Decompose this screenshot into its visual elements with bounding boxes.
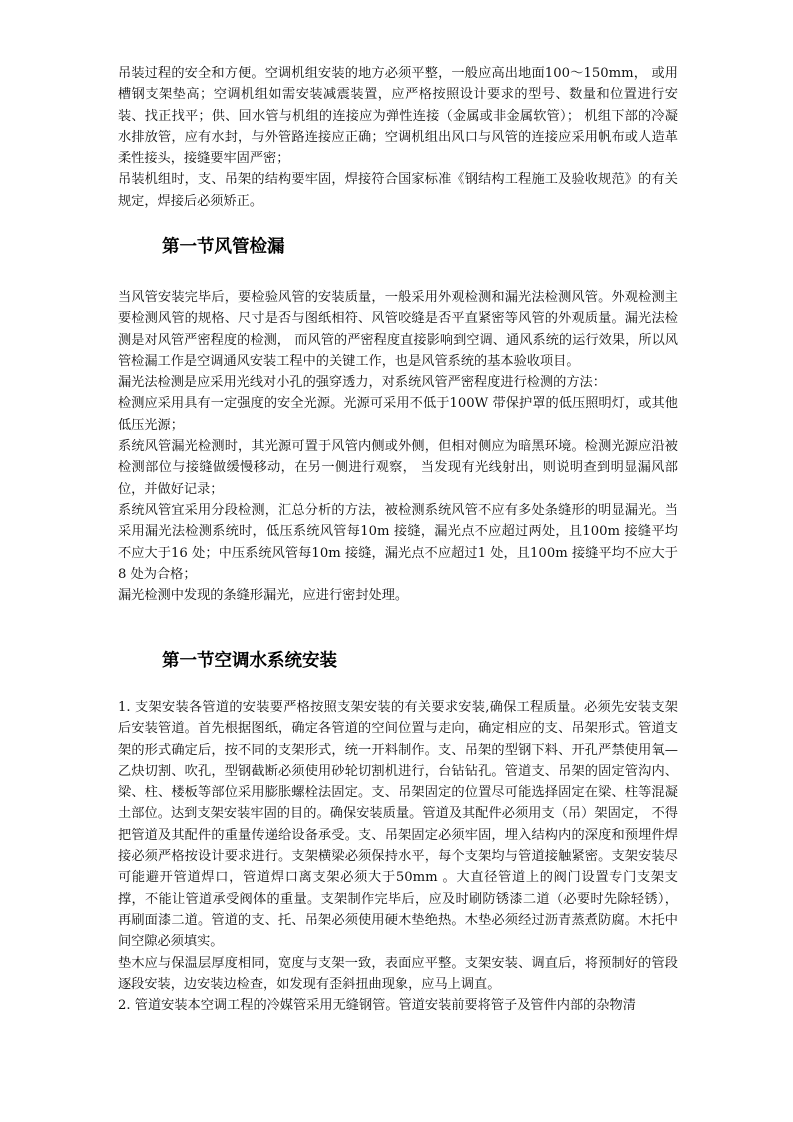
paragraph-detection-procedure: 系统风管漏光检测时，其光源可置于风管内侧或外侧，但相对侧应为暗黑环境。检测光源应沿被检测部位与接缝做缓慢移动，在另一侧进行观察， 当发现有光线射出，则说明查到明显漏风部位，并做好记录； — [118, 439, 678, 497]
duct-leak-section — [118, 287, 678, 606]
paragraph-support-installation: 1. 支架安装各管道的安装要严格按照支架安装的有关要求安装,确保工程质量。必须先安装支架后安装管道。首先根据图纸，确定各管道的空间位置与走向，确定相应的支、吊架形式。管道支架的形式确定后，按不同的支架形式，统一开料制作。支、吊架的型钢下料、开孔严禁使用氧—乙炔切割、吹孔，型钢截断必须使用砂轮切割机进行，台钻钻孔。管道支、吊架的固定管沟内、梁、柱、楼板等部位采用膨胀螺栓法固定。支、吊架固定的位置尽可能选择固定在梁、柱等混凝土部位。达到支架安装牢固的目的。确保安装质量。管道及其配件必须用支（吊）架固定， 不得把管道及其配件的重量传递给设备承受。支、吊架固定必须牢固，埋入结构内的深度和预埋件焊接必须严格按设计要求进行。支架横梁必须保持水平，每个支架均与管道接触紧密。支架安装尽可能避开管道焊口，管道焊口离支架必须大于50mm 。大直径管道上的阀门设置专门支架支撑，不能让管道承受阀体的重量。支架制作完毕后，应及时刷防锈漆二道（必要时先除轻锈），再刷面漆二道。管道的支、托、吊架必须使用硬木垫绝热。木垫必须经过沥青蒸煮防腐。木托中间空隙必须填实。 — [118, 700, 678, 950]
paragraph-light-method: 漏光法检测是应采用光线对小孔的强穿透力，对系统风管严密程度进行检测的方法： — [118, 375, 606, 391]
paragraph-quality-inspection: 当风管安装完毕后，要检验风管的安装质量，一般采用外观检测和漏光法检测风管。外观检测主要检测风管的规格、尺寸是否与图纸相符、风管咬缝是否平直紧密等风管的外观质量。漏光法检测是对风管严密程度的检测， 而风管的严密程度直接影响到空调、通风系统的运行效果，所以风管检漏工作是空调通风安装工程中的关键工作，也是风管系统的基本验收项目。 — [118, 290, 678, 369]
paragraph-hoisting: 吊装机组时，支、吊架的结构要牢固，焊接符合国家标准《钢结构工程施工及验收规范》的有关规定，焊接后必须矫正。 — [118, 172, 678, 209]
paragraph-sealing: 漏光检测中发现的条缝形漏光，应进行密封处理。 — [118, 588, 409, 604]
paragraph-wood-pads: 垫木应与保温层厚度相同，宽度与支架一致，表面应平整。支架安装、调直后，将预制好的管段逐段安装，边安装边检查，如发现有歪斜扭曲现象，应马上调直。 — [118, 955, 678, 992]
paragraph-acceptance-criteria: 系统风管宜采用分段检测，汇总分析的方法，被检测系统风管不应有多处条缝形的明显漏光。当采用漏光法检测系统时，低压系统风管每10m 接缝，漏光点不应超过两处，且100m 接缝平均不应大于16 处；中压系统风管每10m 接缝，漏光点不应超过1 处，且100m 接缝平均不应大于8 处为合格； — [118, 502, 678, 582]
heading-duct-leak-detection: 第一节风管检漏 — [162, 237, 285, 257]
paragraph-light-source: 检测应采用具有一定强度的安全光源。光源可采用不低于100W 带保护罩的低压照明灯，或其他低压光源； — [118, 396, 678, 433]
paragraph-pipe-installation: 2. 管道安装本空调工程的冷媒管采用无缝钢管。管道安装前要将管子及管件内部的杂物清 — [118, 998, 636, 1014]
intro-section — [118, 63, 678, 212]
heading-water-system-installation: 第一节空调水系统安装 — [162, 651, 337, 671]
water-system-section — [118, 697, 678, 1016]
paragraph-unit-installation: 吊装过程的安全和方便。空调机组安装的地方必须平整，一般应高出地面100～150mm， 或用槽钢支架垫高；空调机组如需安装减震装置，应严格按照设计要求的型号、数量和位置进行安装、找正找平；供、回水管与机组的连接应为弹性连接（金属或非金属软管）； 机组下部的冷凝水排放管，应有水封，与外管路连接应正确；空调机组出风口与风管的连接应采用帆布或人造革柔性接头，接缝要牢固严密； — [118, 66, 678, 167]
